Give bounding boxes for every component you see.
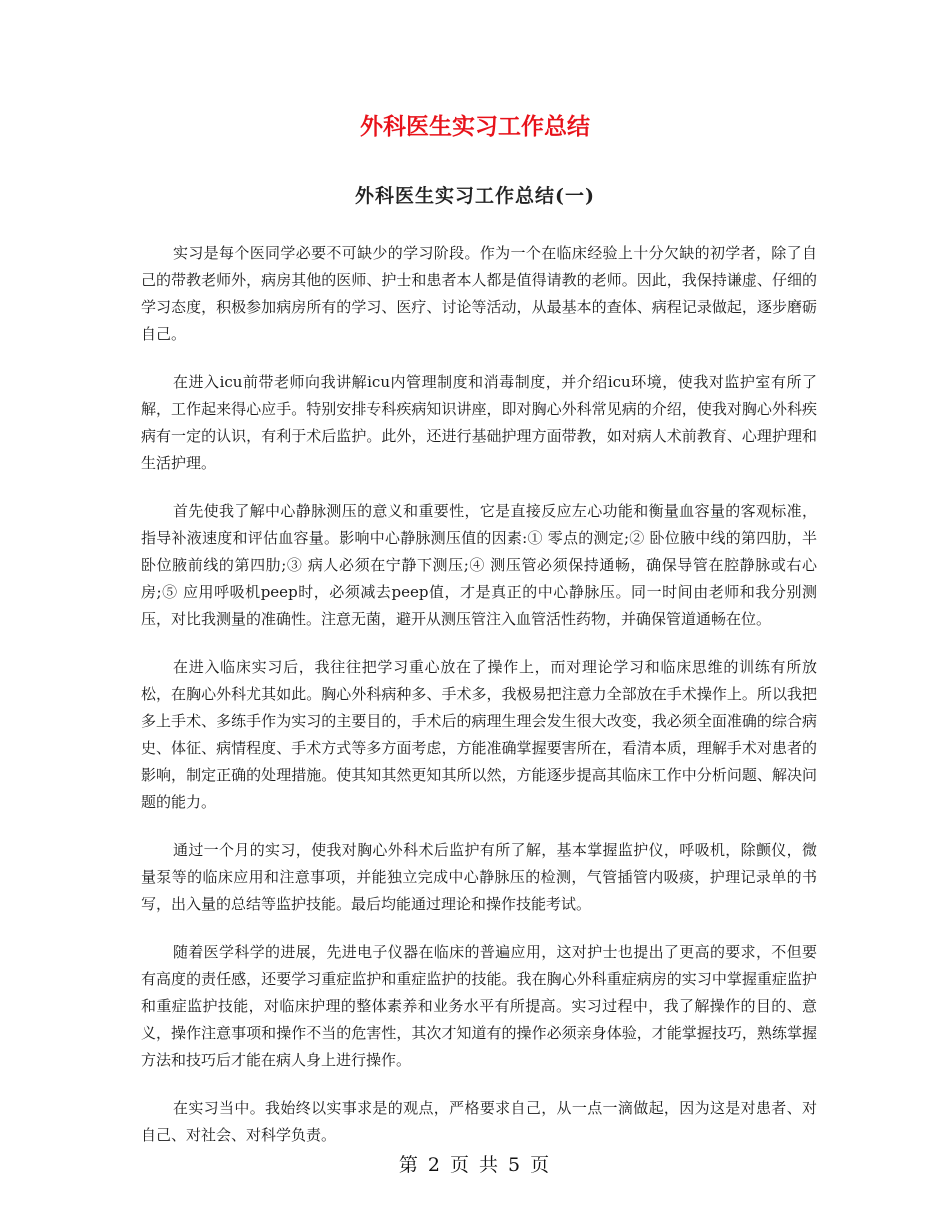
paragraph-1: 实习是每个医同学必要不可缺少的学习阶段。作为一个在临床经验上十分欠缺的初学者，除了自己的带教老师外，病房其他的医师、护士和患者本人都是值得请教的老师。因此，我保持谦虚、仔细的学习态度，积极参加病房所有的学习、医疗、讨论等活动，从最基本的查体、病程记录做起，逐步磨砺自己。 [141, 244, 817, 343]
page-number-footer: 第 2 页 共 5 页 [398, 1154, 552, 1176]
document-subtitle: 外科医生实习工作总结(一) [355, 185, 595, 207]
paragraph-5: 通过一个月的实习，使我对胸心外科术后监护有所了解，基本掌握监护仪，呼吸机，除颤仪，微量泵等的临床应用和注意事项，并能独立完成中心静脉压的检测，气管插管内吸痰，护理记录单的书写，出入量的总结等监护技能。最后均能通过理论和操作技能考试。 [141, 841, 817, 913]
paragraph-4: 在进入临床实习后，我往往把学习重心放在了操作上，而对理论学习和临床思维的训练有所放松，在胸心外科尤其如此。胸心外科病种多、手术多，我极易把注意力全部放在手术操作上。所以我把多上手术、多练手作为实习的主要目的，手术后的病理生理会发生很大改变，我必须全面准确的综合病史、体征、病情程度、手术方式等多方面考虑，方能准确掌握要害所在，看清本质，理解手术对患者的影响，制定正确的处理措施。使其知其然更知其所以然，方能逐步提高其临床工作中分析问题、解决问题的能力。 [141, 658, 817, 811]
document-title: 外科医生实习工作总结 [360, 114, 590, 140]
paragraph-3: 首先使我了解中心静脉测压的意义和重要性，它是直接反应左心功能和衡量血容量的客观标准，指导补液速度和评估血容量。影响中心静脉测压值的因素:① 零点的测定;② 卧位腋中线的第四肋，半卧位腋前线的第四肋;③ 病人必须在宁静下测压;④ 测压管必须保持通畅，确保导管在腔静脉或右心房;⑤ 应用呼吸机peep时，必须减去peep值，才是真正的中心静脉压。同一时间由老师和我分别测压，对比我测量的准确性。注意无菌，避开从测压管注入血管活性药物，并确保管道通畅在位。 [141, 502, 817, 628]
document-body [141, 240, 817, 1170]
paragraph-7: 在实习当中。我始终以实事求是的观点，严格要求自己，从一点一滴做起，因为这是对患者、对自己、对社会、对科学负责。 [141, 1099, 817, 1144]
paragraph-6: 随着医学科学的进展，先进电子仪器在临床的普遍应用，这对护士也提出了更高的要求，不但要有高度的责任感，还要学习重症监护和重症监护的技能。我在胸心外科重症病房的实习中掌握重症监护和重症监护技能，对临床护理的整体素养和业务水平有所提高。实习过程中，我了解操作的目的、意义，操作注意事项和操作不当的危害性，其次才知道有的操作必须亲身体验，才能掌握技巧，熟练掌握方法和技巧后才能在病人身上进行操作。 [141, 943, 817, 1069]
paragraph-2: 在进入icu前带老师向我讲解icu内管理制度和消毒制度，并介绍icu环境，使我对监护室有所了解，工作起来得心应手。特别安排专科疾病知识讲座，即对胸心外科常见病的介绍，使我对胸心外科疾病有一定的认识，有利于术后监护。此外，还进行基础护理方面带教，如对病人术前教育、心理护理和生活护理。 [141, 373, 817, 472]
